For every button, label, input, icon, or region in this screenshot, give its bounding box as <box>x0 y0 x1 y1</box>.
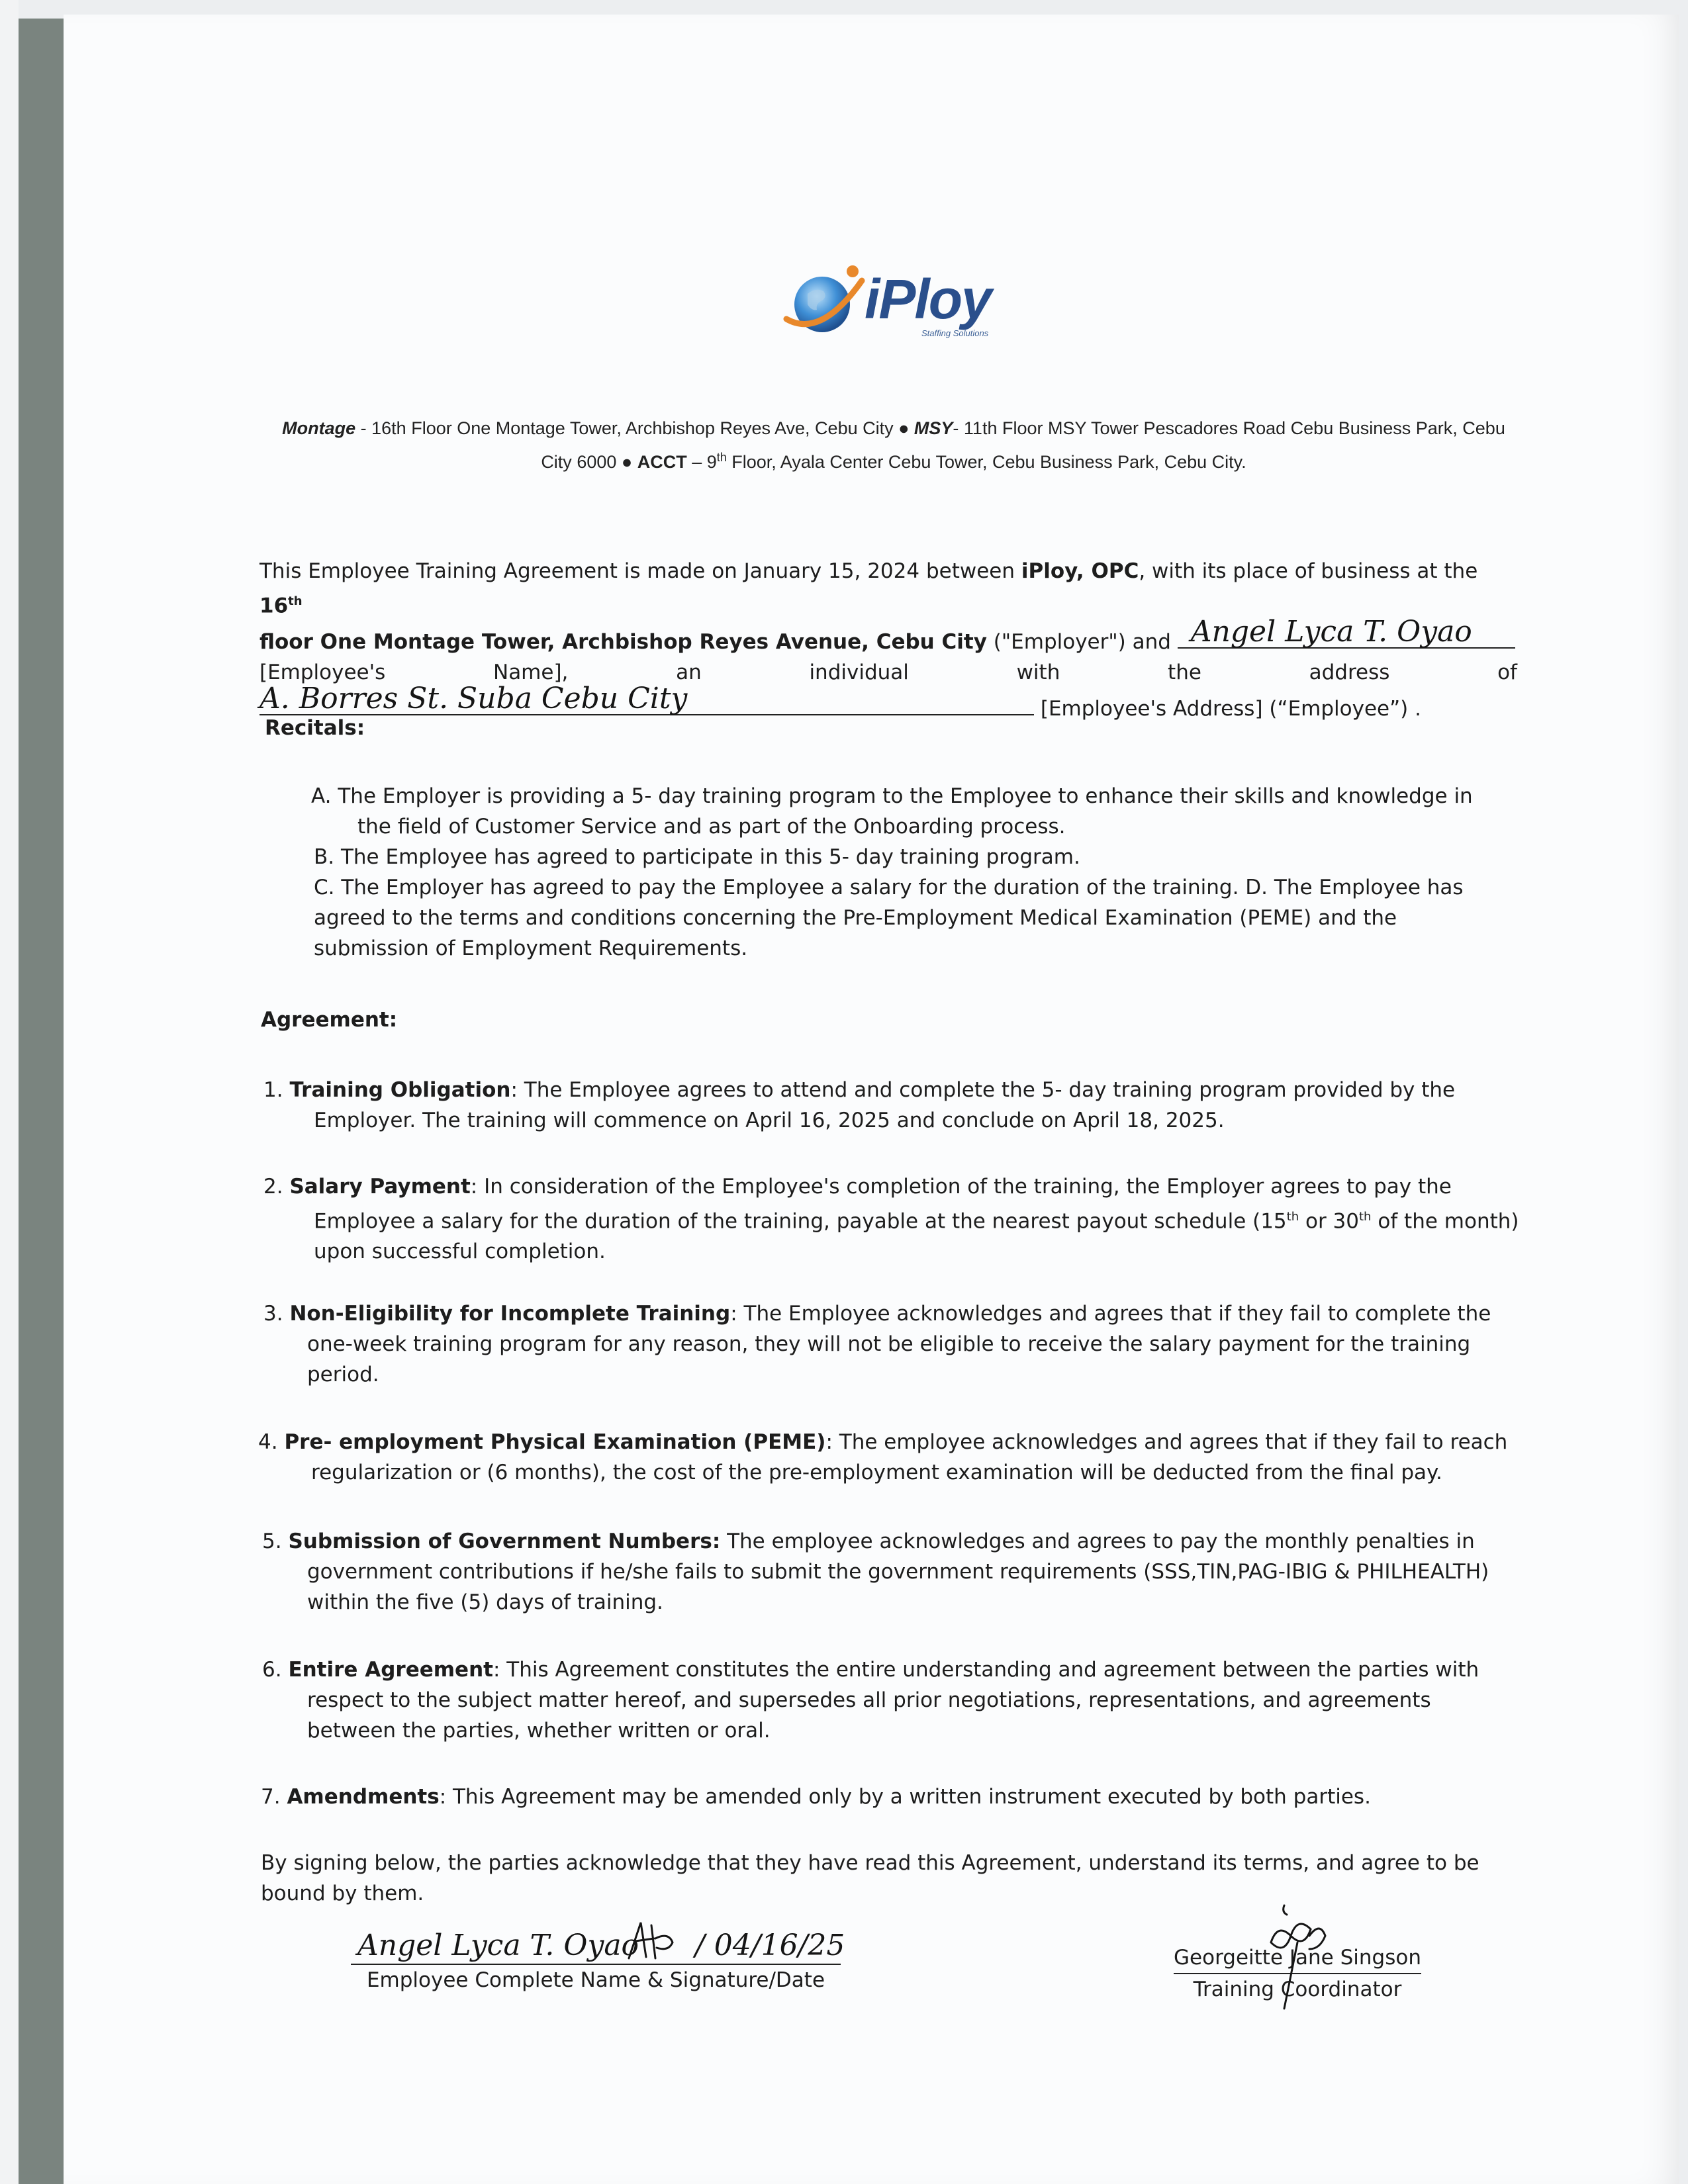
agreement-heading: Agreement: <box>261 1008 398 1032</box>
clause-text: : This Agreement constitutes the entire understanding and agreement between the parties with <box>492 1658 1479 1682</box>
employee-signed-name: Angel Lyca T. Oyao <box>357 1929 639 1962</box>
place-floor-number: 16 <box>259 594 289 618</box>
clause-text: period. <box>307 1363 379 1387</box>
intro-line-2 <box>259 615 1517 657</box>
address-acct-text-a: – 9 <box>686 452 717 472</box>
clause-sup: th <box>1359 1210 1372 1224</box>
clause-title: Entire Agreement <box>288 1658 493 1682</box>
clause-training-obligation <box>263 1075 1521 1136</box>
clause-sup: th <box>1286 1210 1299 1224</box>
intro-text-2: , with its place of business at the <box>1139 559 1478 583</box>
employee-name-handwritten: Angel Lyca T. Oyao <box>1190 615 1472 649</box>
clause-text: : This Agreement may be amended only by a written instrument executed by both parties. <box>439 1785 1371 1809</box>
clause-text: upon successful completion. <box>314 1240 606 1264</box>
intro-word: [Employee's <box>259 660 386 685</box>
clause-text: between the parties, whether written or oral. <box>307 1719 771 1743</box>
clause-title: Submission of Government Numbers: <box>288 1529 721 1553</box>
employee-sign-date: / 04/16/25 <box>695 1929 845 1962</box>
intro-text-1: This Employee Training Agreement is made on January 15, 2024 between <box>259 559 1021 583</box>
address-acct-sup: th <box>716 451 727 464</box>
intro-line-4 <box>259 682 1517 724</box>
place-of-business: floor One Montage Tower, Archbishop Reyes Avenue, Cebu City <box>259 630 987 655</box>
address-acct-text-b: Floor, Ayala Center Cebu Tower, Cebu Business Park, Cebu City. <box>726 452 1246 472</box>
address-location-acct: ACCT <box>637 452 687 472</box>
employee-name-field <box>1178 615 1515 649</box>
clause-text: respect to the subject matter hereof, and supersedes all prior negotiations, representations, and agreements <box>307 1688 1431 1712</box>
clause-text: Employee a salary for the duration of the training, payable at the nearest payout schedule (15 <box>314 1209 1287 1234</box>
scan-margin <box>0 0 19 2184</box>
logo-wordmark: iPloy <box>865 268 991 330</box>
employee-address-field <box>259 682 1034 716</box>
employee-signature-caption: Employee Complete Name & Signature/Date <box>366 1968 825 1992</box>
employee-signature-line <box>351 1923 845 1965</box>
clause-text: of the month) <box>1371 1209 1519 1234</box>
logo-tagline: Staffing Solutions <box>921 328 989 338</box>
address-msy-text: - 11th Floor MSY Tower Pescadores Road Cebu Business Park, Cebu City 6000 ● <box>541 418 1505 472</box>
address-montage-text: - 16th Floor One Montage Tower, Archbishop Reyes Ave, Cebu City ● <box>355 418 914 438</box>
clause-number: 5. <box>262 1529 289 1553</box>
recitals-heading: Recitals: <box>265 716 365 740</box>
intro-line-1 <box>259 556 1517 621</box>
clause-text: : In consideration of the Employee's completion of the training, the Employer agrees to pay the <box>470 1175 1452 1199</box>
recital-c: C. The Employer has agreed to pay the Employee a salary for the duration of the training. D. The Employee has <box>314 876 1464 899</box>
intro-word: Name], <box>493 660 569 685</box>
recitals-list <box>311 781 1476 964</box>
clause-peme <box>258 1427 1516 1488</box>
clause-number: 1. <box>263 1078 290 1102</box>
closing-statement <box>261 1848 1519 1909</box>
recital-a: A. The Employer is providing a 5- day training program to the Employee to enhance their skills and knowledge in <box>311 784 1473 808</box>
clause-amendments <box>261 1782 1519 1812</box>
recital-a-cont: the field of Customer Service and as part of the Onboarding process. <box>357 815 1066 839</box>
closing-text: bound by them. <box>261 1882 424 1905</box>
clause-title: Non-Eligibility for Incomplete Training <box>289 1302 731 1326</box>
clause-title: Pre- employment Physical Examination (PEME) <box>284 1430 826 1454</box>
office-addresses <box>278 414 1509 477</box>
coordinator-caption: Training Coordinator <box>1193 1978 1402 2001</box>
iploy-logo <box>781 261 1006 347</box>
intro-paragraph <box>259 556 1517 724</box>
intro-word: with <box>1016 660 1060 685</box>
place-floor-sup: th <box>288 594 303 608</box>
intro-word: of <box>1497 660 1517 685</box>
intro-text-3: ("Employer") and <box>986 630 1178 655</box>
coordinator-name: Georgeitte Jane Singson <box>1174 1942 1421 1974</box>
clause-text: : The employee acknowledges and agrees that if they fail to reach <box>825 1430 1508 1454</box>
clause-text: within the five (5) days of training. <box>307 1590 663 1614</box>
clause-number: 4. <box>258 1430 285 1454</box>
company-name: iPloy, OPC <box>1021 559 1139 583</box>
clause-number: 7. <box>261 1785 287 1809</box>
clause-number: 6. <box>262 1658 289 1682</box>
recital-c-cont: agreed to the terms and conditions concerning the Pre-Employment Medical Examination (PEME) and the <box>314 906 1397 930</box>
clause-text: : The Employee acknowledges and agrees that if they fail to complete the <box>730 1302 1491 1326</box>
clause-text: Employer. The training will commence on April 16, 2025 and conclude on April 18, 2025. <box>314 1109 1225 1132</box>
recital-c-cont: submission of Employment Requirements. <box>314 936 748 960</box>
globe-icon <box>781 261 867 340</box>
intro-word: an <box>676 660 702 685</box>
address-location-msy: MSY <box>914 418 953 438</box>
clause-number: 2. <box>263 1175 290 1199</box>
coordinator-signature-block <box>1165 1942 1430 2005</box>
clause-text: one-week training program for any reason, they will not be eligible to receive the salary payment for the training <box>307 1332 1471 1356</box>
clause-title: Salary Payment <box>289 1175 471 1199</box>
clause-title: Amendments <box>287 1785 440 1809</box>
closing-text: By signing below, the parties acknowledge that they have read this Agreement, understand its terms, and agree to be <box>261 1851 1479 1875</box>
clause-text: regularization or (6 months), the cost of the pre-employment examination will be deducted from the final pay. <box>311 1461 1442 1484</box>
intro-word: address <box>1309 660 1390 685</box>
intro-word: the <box>1168 660 1201 685</box>
clause-text: or 30 <box>1299 1209 1359 1234</box>
recital-b: B. The Employee has agreed to participate in this 5- day training program. <box>314 845 1080 869</box>
clause-title: Training Obligation <box>289 1078 511 1102</box>
clause-text: The employee acknowledges and agrees to pay the monthly penalties in <box>720 1529 1475 1553</box>
clause-number: 3. <box>263 1302 290 1326</box>
scan-shadow-bar <box>19 19 64 2184</box>
clause-non-eligibility <box>263 1298 1521 1390</box>
intro-text-4: [Employee's Address] (“Employee”) . <box>1034 697 1421 721</box>
address-location-montage: Montage <box>282 418 356 438</box>
clause-text: government contributions if he/she fails to submit the government requirements (SSS,TIN,PAG-IBIG & PHILHEALTH) <box>307 1560 1489 1584</box>
employee-address-handwritten: A. Borres St. Suba Cebu City <box>259 682 688 716</box>
clause-text: : The Employee agrees to attend and complete the 5- day training program provided by the <box>510 1078 1456 1102</box>
clause-entire-agreement <box>262 1655 1520 1746</box>
employee-signature-scribble-icon <box>622 1919 675 1965</box>
intro-word: individual <box>809 660 909 685</box>
employee-signature-block <box>351 1923 845 1995</box>
clause-salary-payment <box>263 1171 1521 1267</box>
coordinator-signature-scribble-icon <box>1258 1903 1331 2015</box>
clause-government-numbers <box>262 1526 1520 1617</box>
